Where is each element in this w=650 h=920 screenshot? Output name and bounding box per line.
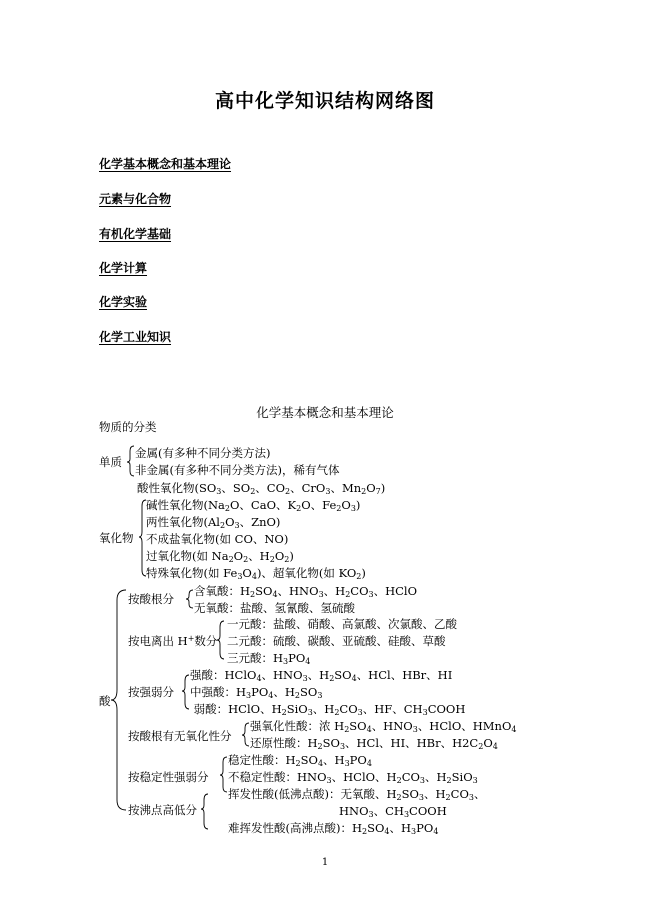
label-oxide: 氧化物: [99, 531, 134, 545]
item-unstable-acid: 不稳定性酸：$HNO_3$、HClO、$H_2CO_3$、$H_2SiO_3$: [228, 770, 478, 785]
brace-by-oxidizing: [242, 723, 249, 746]
brace-acid: [111, 590, 126, 810]
label-by-boiling: 按沸点高低分: [128, 803, 197, 817]
page-number: 1: [321, 857, 329, 868]
toc-link-elements-compounds[interactable]: 元素与化合物: [99, 192, 172, 206]
item-volatile-acid: 挥发性酸(低沸点酸)：无氧酸、$H_2SO_3$、$H_2CO_3$、: [228, 787, 486, 802]
item-monoprotic: 一元酸：盐酸、硝酸、高氯酸、次氯酸、乙酸: [227, 617, 457, 631]
item-reducing-acid: 还原性酸：$H_2SO_3$、HCl、HI、HBr、$H2C_2O_4$: [250, 736, 498, 751]
item-medium-acid: 中强酸：$H_3PO_4$、$H_2SO_3$: [190, 685, 323, 700]
item-weak-acid: 弱酸：HClO、$H_2SiO_3$、$H_2CO_3$、HF、$CH_3COOH$: [190, 702, 466, 717]
item-peroxide: 过氧化物(如 $Na_2O_2$、$H_2O_2$): [146, 549, 294, 564]
item-strong-acid: 强酸：HClO$_4$、$HNO_3$、$H_2SO_4$、HCl、HBr、HI: [190, 668, 453, 683]
item-oxyacid: 含氧酸：$H_2SO_4$、$HNO_3$、$H_2CO_3$、HClO: [194, 584, 418, 599]
item-stable-acid: 稳定性酸：$H_2SO_4$、$H_3PO_4$: [228, 753, 372, 768]
item-diprotic: 二元酸：硫酸、碳酸、亚硫酸、硅酸、草酸: [227, 634, 446, 648]
item-non-oxyacid: 无氧酸：盐酸、氢氰酸、氢硫酸: [194, 601, 355, 615]
toc-link-chemical-industry[interactable]: 化学工业知识: [99, 330, 172, 344]
label-by-oxygen: 按酸根分: [128, 592, 174, 606]
item-special-oxide: 特殊氧化物(如 $Fe_3O_4$)、超氧化物(如 $KO_2$): [146, 566, 366, 581]
item-basic-oxide: 碱性氧化物($Na_2O$、CaO、$K_2O$、$Fe_2O_3$): [146, 498, 361, 513]
item-non-salt-oxide: 不成盐氧化物(如 CO、NO): [146, 532, 289, 546]
label-by-stability: 按稳定性强弱分: [128, 770, 209, 784]
item-strong-oxidizing-acid: 强氧化性酸：浓 $H_2SO_4$、$HNO_3$、HClO、HMnO$_4$: [250, 719, 517, 734]
brace-by-strength: [182, 675, 189, 709]
label-acid: 酸: [99, 694, 111, 708]
toc-link-chemical-experiment[interactable]: 化学实验: [99, 295, 148, 309]
label-by-strength: 按强弱分: [128, 685, 174, 699]
label-by-h: 按电离出 H+数分: [128, 634, 218, 648]
brace-danzhi: [127, 446, 134, 476]
item-amphoteric-oxide: 两性氧化物($Al_2O_3$、ZnO): [146, 515, 281, 530]
item-triprotic: 三元酸：$H_3PO_4$: [227, 651, 311, 666]
item-volatile-acid-cont: $HNO_3$、$CH_3COOH$: [339, 804, 447, 819]
subsection-title: 物质的分类: [99, 420, 157, 434]
toc-link-organic-chemistry[interactable]: 有机化学基础: [99, 227, 172, 241]
brace-by-h: [217, 621, 224, 659]
brace-by-boiling: [201, 794, 208, 829]
toc-link-chemical-calculation[interactable]: 化学计算: [99, 261, 148, 275]
item-acidic-oxide: 酸性氧化物($SO_3$、$SO_2$、$CO_2$、CrO$_3$、$Mn_2O_7$): [137, 481, 386, 496]
item-nonvolatile-acid: 难挥发性酸(高沸点酸)：$H_2SO_4$、$H_3PO_4$: [228, 821, 439, 836]
section-title: 化学基本概念和基本理论: [256, 405, 394, 420]
brace-by-stability: [220, 757, 227, 792]
toc-link-basic-concepts[interactable]: 化学基本概念和基本理论: [99, 157, 232, 171]
item-metal: 金属(有多种不同分类方法): [135, 446, 271, 460]
item-nonmetal: 非金属(有多种不同分类方法)，稀有气体: [135, 463, 340, 477]
document-title: 高中化学知识结构网络图: [214, 90, 435, 112]
label-by-oxidizing: 按酸根有无氧化性分: [128, 729, 232, 743]
brace-oxide: [139, 500, 146, 576]
brace-by-oxygen: [186, 590, 193, 608]
label-danzhi: 单质: [99, 455, 122, 469]
